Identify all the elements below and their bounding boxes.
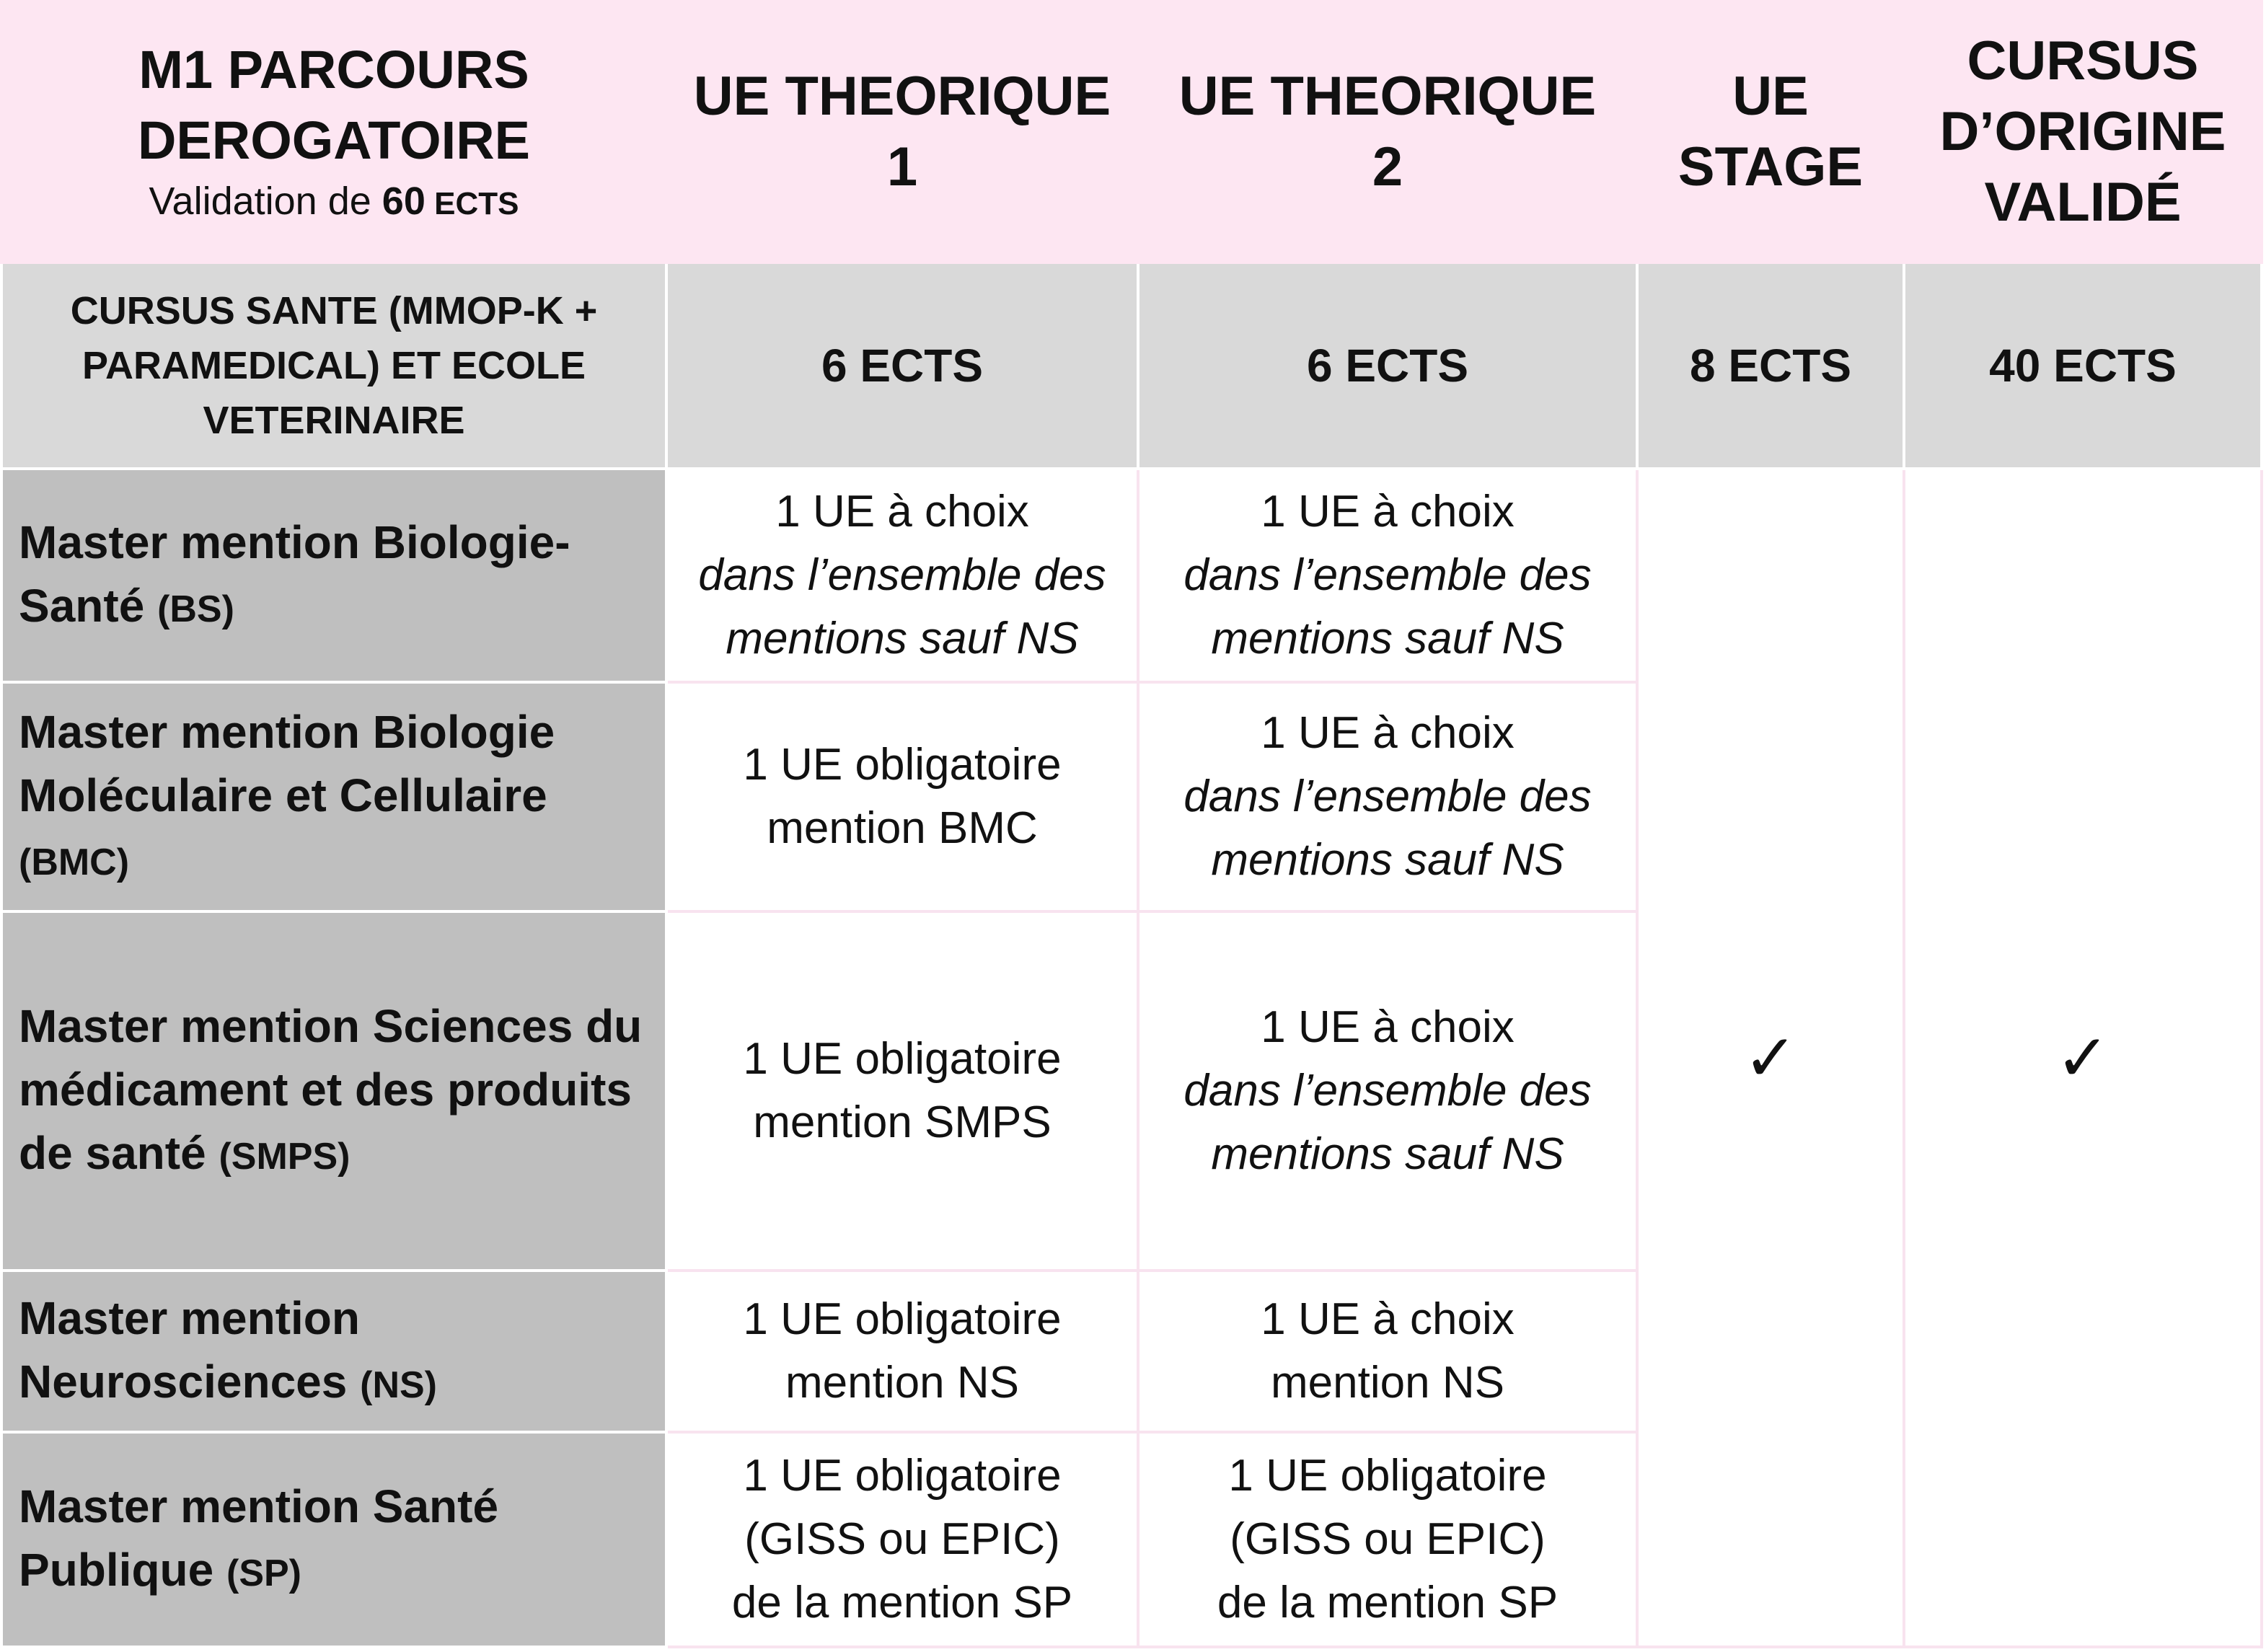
cell-bmc-ue1 [666, 682, 1138, 911]
row-label-text: Master mention Sciences du médicament et des produits de santé [19, 999, 643, 1179]
cell-bmc-ue2 [1138, 682, 1637, 911]
cell-line: 1 UE obligatoire [743, 740, 1062, 790]
cell-smps-ue1 [666, 911, 1138, 1271]
table-row [1, 469, 2262, 682]
header-ue1-line1: UE THEORIQUE [693, 66, 1111, 127]
header-ue-theorique-2 [1138, 1, 1637, 262]
row-label-abbr: (NS) [360, 1364, 437, 1406]
row-label-ns [1, 1271, 666, 1432]
row-label-text: Master mention Santé Publique [19, 1480, 499, 1596]
cell-bs-ue1 [666, 469, 1138, 682]
cell-italic-line: dans l’ensemble des [1183, 1066, 1592, 1116]
cell-line: 1 UE à choix [775, 487, 1029, 536]
summary-ue1-ects: 6 ECTS [666, 262, 1138, 469]
header-parcours-line2: DEROGATOIRE [137, 110, 531, 170]
stage-check-cell [1637, 469, 1904, 1647]
cell-line: de la mention SP [731, 1578, 1073, 1627]
header-stage-line1: UE [1732, 66, 1809, 127]
row-label-text: Master mention Biologie-Santé [19, 516, 570, 632]
cell-line: 1 UE à choix [1261, 487, 1515, 536]
cell-line: 1 UE à choix [1261, 1002, 1515, 1052]
header-ue2-line1: UE THEORIQUE [1178, 66, 1597, 127]
cell-line: 1 UE obligatoire [743, 1294, 1062, 1344]
row-label-abbr: (SP) [226, 1552, 301, 1594]
cell-line: 1 UE obligatoire [743, 1034, 1062, 1084]
row-label-abbr: (BMC) [19, 841, 130, 883]
cell-italic-line: mentions sauf NS [1211, 614, 1564, 663]
cell-smps-ue2 [1138, 911, 1637, 1271]
cell-italic-line: dans l’ensemble des [698, 550, 1106, 600]
origin-check-cell [1904, 469, 2262, 1647]
cell-line: mention NS [785, 1358, 1019, 1408]
cell-line: mention NS [1271, 1358, 1504, 1408]
cell-bs-ue2 [1138, 469, 1637, 682]
header-origin-line1: CURSUS [1967, 30, 2199, 92]
summary-row [1, 262, 2262, 469]
cell-line: 1 UE à choix [1261, 1294, 1515, 1344]
cell-sp-ue2 [1138, 1432, 1637, 1647]
header-ue-theorique-1 [666, 1, 1138, 262]
cell-italic-line: dans l’ensemble des [1183, 550, 1592, 600]
row-label-bmc [1, 682, 666, 911]
cell-line: (GISS ou EPIC) [744, 1514, 1060, 1564]
cell-line: mention BMC [767, 803, 1038, 853]
summary-label-line2: PARAMEDICAL) ET ECOLE [82, 344, 586, 387]
row-label-bs [1, 469, 666, 682]
row-label-abbr: (BS) [157, 588, 234, 630]
summary-label-line3: VETERINAIRE [203, 399, 465, 442]
row-label-text: Master mention Biologie Moléculaire et Cellulaire [19, 705, 555, 821]
cell-line: 1 UE obligatoire [1228, 1451, 1547, 1501]
cell-italic-line: mentions sauf NS [726, 614, 1079, 663]
cell-sp-ue1 [666, 1432, 1138, 1647]
header-validation-value: 60 [382, 180, 426, 223]
header-ue1-line2: 1 [886, 136, 918, 198]
header-origin-line3: VALIDÉ [1984, 172, 2182, 233]
cell-italic-line: dans l’ensemble des [1183, 772, 1592, 821]
row-label-smps [1, 911, 666, 1271]
header-parcours-line1: M1 PARCOURS [138, 40, 529, 100]
summary-origin-ects: 40 ECTS [1904, 262, 2262, 469]
header-origin-line2: D’ORIGINE [1939, 101, 2226, 162]
header-validation-unit: ECTS [425, 186, 519, 221]
cell-italic-line: mentions sauf NS [1211, 1129, 1564, 1179]
cell-ns-ue2 [1138, 1271, 1637, 1432]
summary-ue2-ects: 6 ECTS [1138, 262, 1637, 469]
header-stage-line2: STAGE [1678, 136, 1864, 198]
header-ue2-line2: 2 [1372, 136, 1403, 198]
cell-line: 1 UE obligatoire [743, 1451, 1062, 1501]
row-label-text: Master mention Neurosciences [19, 1291, 360, 1408]
header-ue-stage [1637, 1, 1904, 262]
cell-italic-line: mentions sauf NS [1211, 835, 1564, 885]
header-cursus-origine [1904, 1, 2262, 262]
header-parcours [1, 1, 666, 262]
cell-line: (GISS ou EPIC) [1230, 1514, 1546, 1564]
header-row [1, 1, 2262, 262]
summary-label-line1: CURSUS SANTE (MMOP-K + [70, 289, 598, 332]
header-validation-prefix: Validation de [149, 180, 382, 223]
summary-label [1, 262, 666, 469]
cell-line: de la mention SP [1217, 1578, 1559, 1627]
summary-stage-ects: 8 ECTS [1637, 262, 1904, 469]
checkmark-icon: ✓ [2055, 1022, 2110, 1095]
checkmark-icon: ✓ [1743, 1022, 1798, 1095]
row-label-abbr: (SMPS) [219, 1135, 351, 1178]
cell-line: 1 UE à choix [1261, 708, 1515, 758]
cell-line: mention SMPS [753, 1097, 1052, 1147]
header-validation [17, 176, 651, 229]
cell-ns-ue1 [666, 1271, 1138, 1432]
row-label-sp [1, 1432, 666, 1647]
